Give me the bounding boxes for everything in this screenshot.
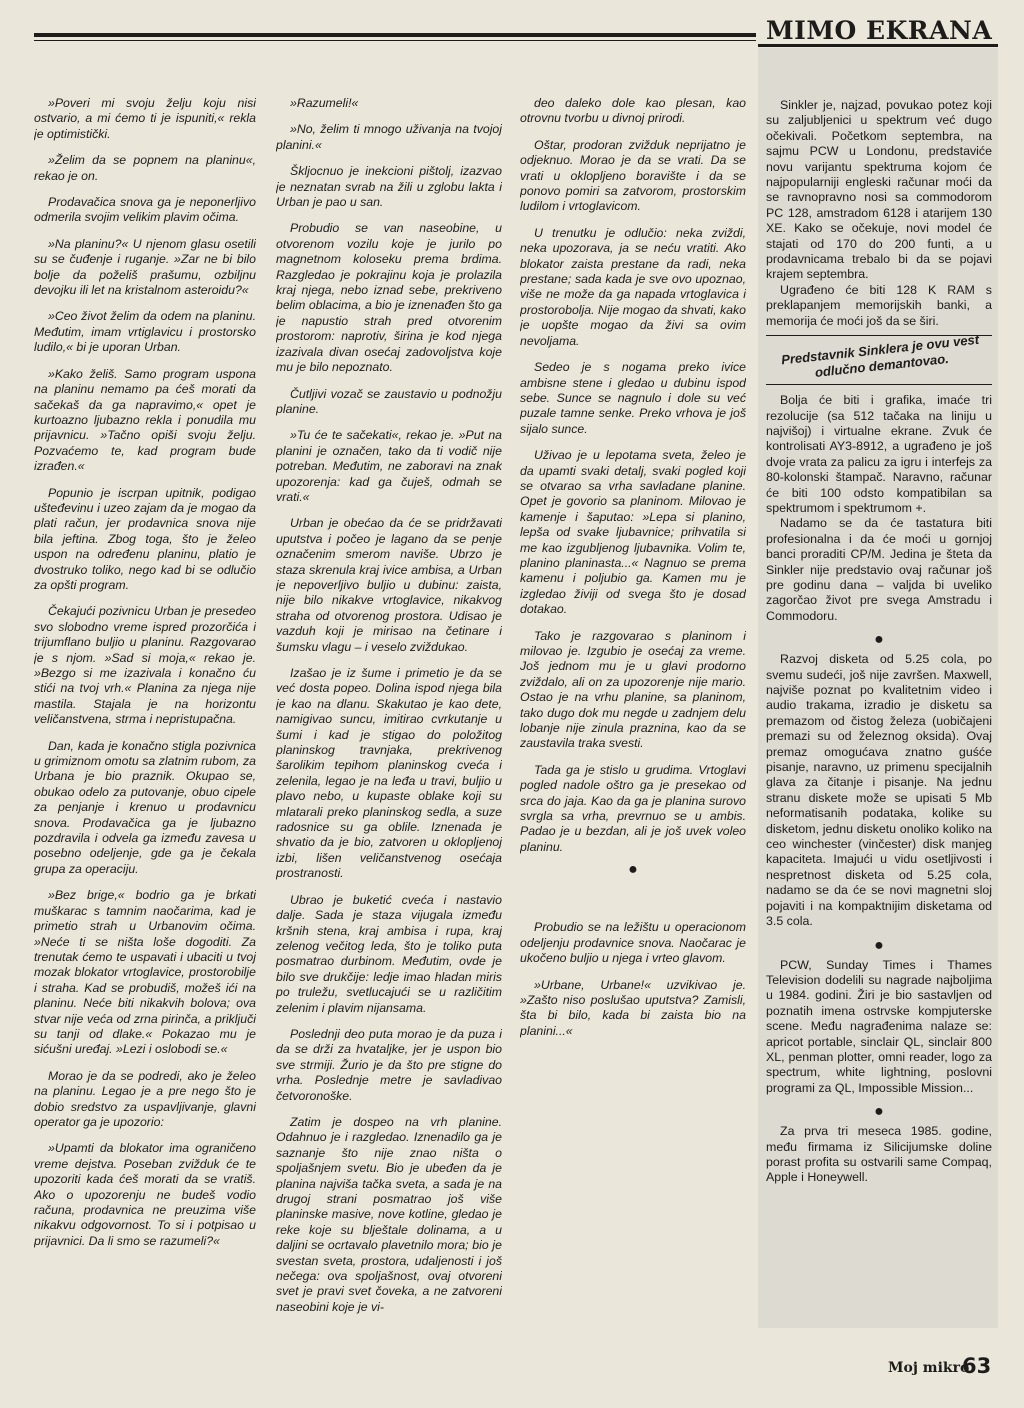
news-paragraph: Bolja će biti i grafika, imaće tri rezolucije (sa 512 tačaka na liniju u najvišoj) i virtualne ekrane. Zvuk će kontrolisati AY3-8912, a ugrađeno je još dvoje vrata za palicu za igru i interfejs za 80-kolonski štampač. Naravno, računar će biti 100 odsto kompatibilan sa spektrumom i spektrumom +.	[766, 393, 992, 515]
story-paragraph: Dan, kada je konačno stigla pozivnica u grimiznom omotu sa zlatnim rubom, za Urbana je bio praznik. Okupao se, obukao odelo za putovanje, obuo cipele za penjanje i krenuo u prodavnicu snova. Prodavačica ga je ljubazno pozdravila i odvela ga između zavesa u posebno odeljenje, gde ga je čekala grupa za operaciju.	[34, 738, 256, 876]
story-paragraph: »Poveri mi svoju želju koju nisi ostvario, a mi ćemo ti je ispuniti,« rekla je optimistički.	[34, 96, 256, 141]
story-paragraph: Ubrao je buketić cveća i nastavio dalje. Sada je staza vijugala između kršnih stena, kraj ambisa i rupa, kraj zelenog večitog leda, što je toliko puta posmatrao durbinom. Međutim, ovde je bilo sve drukčije: ledje imao hladan miris po truležu, svetlucajući se u različitim zelenim i plavim nijansama.	[276, 892, 502, 1015]
story-column-2	[276, 96, 502, 1336]
section-bullet: ●	[628, 861, 638, 879]
story-paragraph: Tada ga je stislo u grudima. Vrtoglavi pogled nadole oštro ga je presekao od srca do jaja. Kao da ga je planina surovo svrgla sa vrha, prevrnuo se u ambis. Padao je u bezdan, ali je još uvek voleo planinu.	[520, 762, 746, 854]
story-paragraph: Urban je obećao da će se pridržavati uputstva i počeo je lagano da se penje označenim smerom naviše. Ubrzo je staza skrenula kraj ivice ambisa, a Urban je nepoverljivo buljio u dubinu: zaista, nije bilo nikakve vrtoglavice, nikakvog straha od otvorenog prostora. Udisao je vazduh koji je mirisao na četinare i šumsku vlagu – i veselo zviždukao.	[276, 516, 502, 654]
story-paragraph: »Bez brige,« bodrio ga je brkati muškarac s tamnim naočarima, kad je primetio strah u Urbanovim očima. »Neće ti se ništa loše dogoditi. Za trenutak ćemo te uspavati i ubaciti u tvoj mozak blokator vrtoglavice, prostorobilje i straha. Kad se probudiš, možeš ići na planinu. Neće biti nikakvih bolova; ova stvar nije veća od zrna pirinča, a priključi su tanji od dlake.« Pokazao mu je sićušni uređaj. »Lezi i oslobodi se.«	[34, 888, 256, 1057]
story-paragraph: Probudio se van naseobine, u otvorenom vozilu koje je jurilo po magnetnom koloseku prema brdima. Razgledao je pokrajinu koja je prolazila kraj njega, nebo iznad sebe, prekriveno belim oblacima, a bio je iznenađen što ga je napustio strah pred otvorenim prostorom: naprotiv, širina je kod njega izazivala divan osećaj zadovoljstva koje mu je bilo nepoznato.	[276, 221, 502, 375]
story-column-1	[34, 96, 256, 1336]
story-paragraph: Izašao je iz šume i primetio je da se već dosta popeo. Dolina ispod njega bila je kao na dlanu. Skakutao je kao dete, namigivao suncu, imitirao cvrkutanje u šumi i kad je stigao do položitog planinskog travnjaka, prekrivenog šarolikim tepihom planinskog cveća i zelenila, legao je na leđa u travi, buljio u plavo nebo, u kupaste oblake koji su mlatarali preko planinskog sedla, a suze radosnice su ga oblile. Iznenada je shvatio da je bio, zatvoren u oklopljenoj izbi, lišen veličanstvenog osećaja prostranosti.	[276, 666, 502, 881]
story-paragraph: »Tu će te sačekati«, rekao je. »Put na planini je označen, tako da ti vodič nije potreban. Međutim, ne zaboravi na znak upozorenja: kad ga čuješ, odmah se vrati.«	[276, 428, 502, 504]
news-paragraph: Sinkler je, najzad, povukao potez koji su zaljubljenici u spektrum već dugo očekivali. Početkom septembra, na sajmu PCW u Londonu, predstaviće novu varijantu spektruma kojom će najpopularniji engleski računar moći da se ravnopravno nosi sa commodorom PC 128, amstradom 6128 i atarijem 130 XE. Kako se očekuje, novi model će stajati od 170 do 200 funti, a u prodavnicama trebalo bi da se pojavi krajem septembra.	[766, 98, 992, 282]
story-paragraph: »Želim da se popnem na planinu«, rekao je on.	[34, 153, 256, 183]
story-paragraph: Škljocnuo je inekcioni pištolj, izazvao je neznatan svrab na žili u zglobu lakta i Urban je pao u san.	[276, 164, 502, 210]
story-paragraph: »Na planinu?« U njenom glasu osetili su se čuđenje i ruganje. »Zar ne bi bilo bolje da poželiš prašumu, ozbiljnu devojku ili let na kristalnom asteroidu?«	[34, 236, 256, 298]
story-paragraph: Sedeo je s nogama preko ivice ambisne stene i gledao u dubinu ispod sebe. Sunce se nagnulo i dole su već puzale tamne senke. Preko vrhova je još sijalo sunce.	[520, 360, 746, 436]
story-paragraph: »Upamti da blokator ima ograničeno vreme dejstva. Poseban zvižduk će te upozoriti kada ćeš morati da se vratiš. Ako o upozorenju ne budeš vodio računa, prodavnica ne preuzima više nikakvu odgovornost. To si i potpisao u prijavnici. Da li smo se razumeli?«	[34, 1141, 256, 1248]
story-paragraph: Tako je razgovarao s planinom i milovao je. Izgubio je osećaj za vreme. Još jednom mu je u glavi prodorno zviždalo, ali on za upozorenje nije mario. Ostao je na vrhu planine, sa planinom, tako dugo dok mu negde u zadnjem delu lobanje nije zinula praznina, kao da se zaustavila traka svesti.	[520, 628, 746, 751]
news-paragraph: PCW, Sunday Times i Thames Television dodelili su nagrade najboljima u 1984. godini. Žiri je bio sastavljen od poznatih imena ostrvske kompjuterske scene. Među nagrađenima nalaze se: apricot portable, sinclair QL, sinclair 800 XL, penman plotter, omni reader, logo za spectrum, white lightning, poslovni programi za QL, Impossible Mission...	[766, 957, 992, 1095]
story-paragraph: »Urbane, Urbane!« uzvikivao je. »Zašto niso poslušao uputstva? Zamisli, šta bi bilo, kada bi zaista bio na planini...«	[520, 977, 746, 1038]
page-number: 63	[962, 1354, 992, 1378]
story-column-3	[520, 96, 746, 1336]
story-paragraph: Poslednji deo puta morao je da puza i da se drži za hvataljke, jer je uspon bio sve strmiji. Žurio je da što pre stigne do vrha. Poslednje metre je savladivao četvoronoške.	[276, 1026, 502, 1103]
story-paragraph: Morao je da se podredi, ako je želeo na planinu. Legao je a pre nego što je dobio sredstvo za uspavljivanje, glavni operator ga je upozorio:	[34, 1068, 256, 1129]
news-paragraph: Nadamo se da će tastatura biti profesionalna i da će moći u gornjoj banci proraditi CP/M. Jedina je šteta da Sinkler nije predstavio ovaj računar još pre godinu dana – valjda bi uveliko zagorčao život pre svega Amstradu i Commodoru.	[766, 516, 992, 623]
pull-quote-text: Predstavnik Sinklera je ovu vest odlučno demantovao.	[780, 331, 980, 381]
story-paragraph: U trenutku je odlučio: neka zviždi, neka upozorava, ja se neću vratiti. Ako blokator zaista prestane da radi, neka prestane; sada kada je sve ovo upoznao, više ne može da ga napada vrtoglavica i prostorobolja. Nije mogao da shvati, kako je uopšte mogao da živi sa ovim nevoljama.	[520, 225, 746, 348]
news-sidebar	[766, 98, 992, 1186]
story-paragraph: Probudio se na ležištu u operacionom odeljenju prodavnice snova. Naočarac je ukočeno buljio u njega i vrteo glavom.	[520, 920, 746, 966]
magazine-name: Moj mikro	[888, 1360, 970, 1376]
story-paragraph: Oštar, prodoran zvižduk neprijatno je odjeknuo. Morao je da se vrati. Da se vrati u oklopljeno boravište i da se ponovo pomiri sa zatvorom, prostorskim ludilom i vrtoglavicom.	[520, 137, 746, 214]
news-paragraph: Razvoj disketa od 5.25 cola, po svemu sudeći, još nije završen. Maxwell, najviše poznat po kvalitetnim video i audio trakama, izradio je disketu sa premazom od čistog železa (uobičajeni premazi su od železnog oksida). Ovaj premaz omogućava znatno guśće pisanje, naravno, uz primenu specijalnih glava za čitanje i pisanje. Na jednu stranu diskete može se upisati 5 Mb neformatisanih podataka, kolike su disketom, jednu disketu onoliko koliko na ceo winchester (vinčester) disk manjeg kapaciteta. Imajući u vidu osetljivosti i nespretnost disketa od 5.25 cola, nadamo se da će se novi magnetni sloj pojaviti i na kompaktnijim disketama od 3.5 cola.	[766, 652, 992, 929]
news-bullet: ●	[874, 631, 884, 649]
news-bullet: ●	[874, 1103, 884, 1121]
news-paragraph: Ugrađeno će biti 128 K RAM s preklapanjem memorijskih banki, a memorija će moći još da se širi.	[766, 282, 992, 328]
news-bullet: ●	[874, 936, 884, 954]
story-paragraph: Čutljivi vozač se zaustavio u podnožju planine.	[276, 386, 502, 416]
story-paragraph: Prodavačica snova ga je neponerljivo odmerila svojim velikim plavim očima.	[34, 195, 256, 225]
story-paragraph: »Kako želiš. Samo program uspona na planinu nemamo pa ćeš morati da sačekaš da ga napravimo,« opet je kurtoazno ljubazno rekla i ponudila mu prijavnicu. »Tačno opiši svoju želju. Pozvaćemo te, kad program bude izrađen.«	[34, 366, 256, 474]
story-paragraph: Uživao je u lepotama sveta, želeo je da upamti svaki detalj, svaki pogled koji se otvarao sa vrha savladane planine. Opet je govorio sa planinom. Milovao je kamenje i šaputao: »Lepa si planino, lepša od svake ljubavnice; prihvatila si me kao izgubljenog ljubavnika. Volim te, planino planinasta...« Nagnuo se prema kamenu i poljubio ga. Kamen mu je izgledao živiji od svega što je dosad dotakao.	[520, 448, 746, 617]
story-paragraph: »No, želim ti mnogo uživanja na tvojoj planini.«	[276, 122, 502, 152]
story-column-3-ending	[520, 920, 746, 1039]
story-paragraph: »Ceo život želim da odem na planinu. Međutim, imam vrtiglavicu i prostorsko ludilo,« bi je uporan Urban.	[34, 309, 256, 355]
pull-quote	[766, 331, 992, 385]
story-paragraph: Zatim je dospeo na vrh planine. Odahnuo je i razgledao. Iznenadilo ga je saznanje što nije znao ništa o spoljašnjem svetu. Bio je ubeđen da je planina najviša tačka sveta, a sada je na drugoj strani posmatrao još više planinske masive, nove kotline, gledao je reke koje su blještale dolinama, a u daljini se ocrtavalo plavetnilo mora; bio je svestan sveta, prostora, udaljenosti i još nečega: ova spoljašnost, ovaj otvoreni svet je pravi svet čoveka, a ne zatvoreni naseobini koje je vi-	[276, 1114, 502, 1314]
header-rule	[34, 33, 756, 37]
story-column-3-top	[520, 96, 746, 855]
story-paragraph: deo daleko dole kao plesan, kao otrovnu tvorbu u divnoj prirodi.	[520, 96, 746, 126]
news-paragraph: Za prva tri meseca 1985. godine, među firmama iz Silicijumske doline porast profita su ostvarili same Compaq, Apple i Honeywell.	[766, 1124, 992, 1185]
section-title: MIMO EKRANA	[766, 16, 993, 45]
header-rule-thin	[34, 40, 756, 41]
story-paragraph: Popunio je iscrpan upitnik, podigao ušteđevinu i uzeo zajam da je mogao da plati račun, jer prodavnica snova nije bila jeftina. Zbog toga, što je želeo uspon na određenu planinu, platio je dvostruko toliko, nego kad bi se odlučio za opšti program.	[34, 485, 256, 592]
story-paragraph: »Razumeli!«	[290, 96, 359, 110]
story-paragraph: Čekajući pozivnicu Urban je presedeo svo slobodno vreme ispred prozorčića i trijumflano buljio u planinu. Razgovarao je s njom. »Sad si moja,« rekao je. »Bezgo si me izazivala i konačno ću stići na tvoj vrh.« Planina za njega nije mastila. Stajala je na horizontu veličanstvena, strma i nepristupačna.	[34, 604, 256, 727]
